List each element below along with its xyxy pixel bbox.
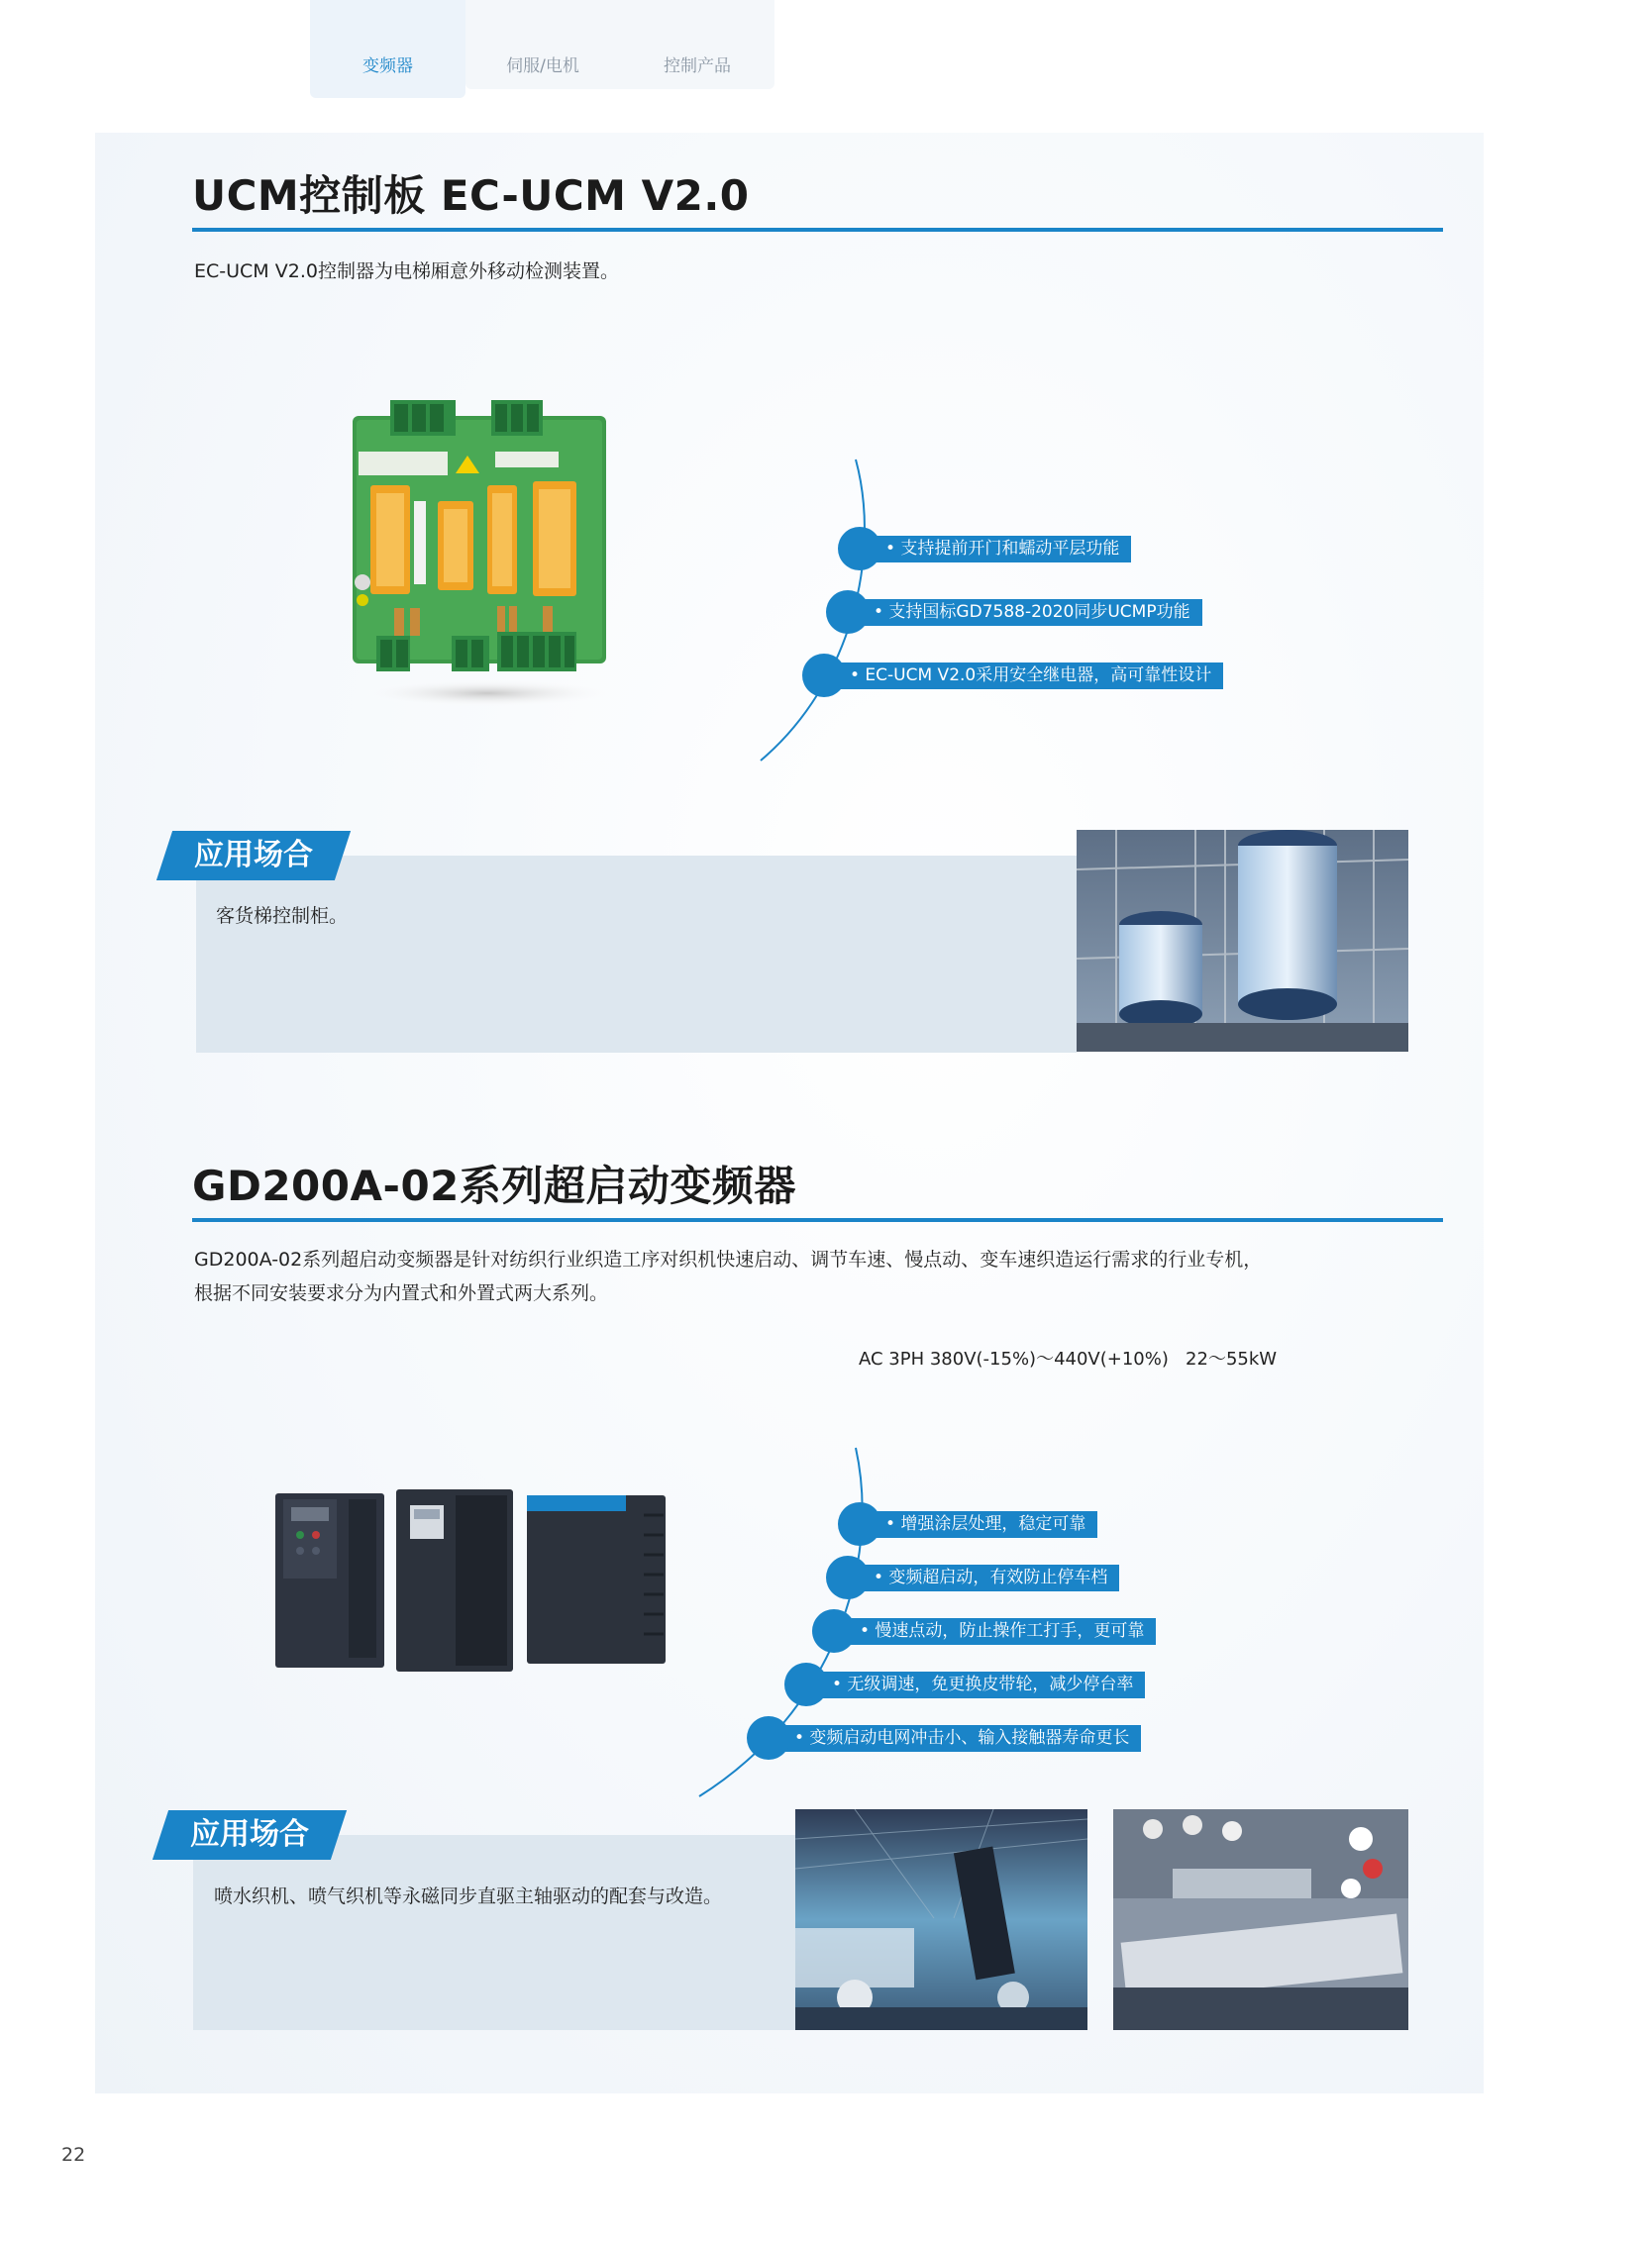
inverter-photo — [267, 1485, 681, 1683]
top-tabs — [310, 0, 774, 98]
feature-dot-icon — [826, 590, 870, 634]
feature-dot-icon — [802, 654, 846, 697]
section1-description: EC-UCM V2.0控制器为电梯厢意外移动检测装置。 — [194, 260, 619, 282]
feature-dot-icon — [838, 527, 881, 570]
elevator-photo — [1077, 830, 1408, 1052]
section1-feature-2: • 支持国标GD7588-2020同步UCMP功能 — [852, 599, 1202, 626]
section1-application-box — [196, 856, 1077, 1053]
loom-photo-2 — [1113, 1809, 1408, 2030]
section1-feature-3: • EC-UCM V2.0采用安全继电器，高可靠性设计 — [828, 662, 1223, 689]
section2-feature-2: • 变频超启动，有效防止停车档 — [852, 1565, 1119, 1591]
section2-rule — [192, 1218, 1443, 1222]
feature-dot-icon — [747, 1716, 790, 1760]
feature-dot-icon — [838, 1502, 881, 1546]
section2-feature-3: • 慢速点动，防止操作工打手，更可靠 — [838, 1618, 1156, 1645]
section2-description-2: 根据不同安装要求分为内置式和外置式两大系列。 — [194, 1282, 609, 1304]
section1-feature-1: • 支持提前开门和蠕动平层功能 — [864, 536, 1131, 562]
section1-rule — [192, 228, 1443, 232]
section2-application-label: 应用场合 — [153, 1810, 347, 1860]
content-sheet — [95, 133, 1484, 2093]
section1-application-label: 应用场合 — [156, 831, 351, 880]
tab-inverter[interactable]: 变频器 — [310, 0, 465, 98]
section2-application-text: 喷水织机、喷气织机等永磁同步直驱主轴驱动的配套与改造。 — [214, 1885, 723, 1907]
feature-dot-icon — [826, 1556, 870, 1599]
section2-title: GD200A-02系列超启动变频器 — [192, 1162, 796, 1210]
feature-dot-icon — [812, 1609, 856, 1653]
feature-dot-icon — [784, 1663, 828, 1706]
section1-application-text: 客货梯控制柜。 — [216, 905, 349, 927]
section2-application-box — [193, 1835, 797, 2030]
tab-servo-motor[interactable]: 伺服/电机 — [506, 56, 579, 76]
section1-title: UCM控制板 EC-UCM V2.0 — [192, 171, 750, 220]
section2-feature-4: • 无级调速，免更换皮带轮，减少停台率 — [810, 1672, 1145, 1698]
section2-spec: AC 3PH 380V(-15%)～440V(+10%) 22～55kW — [859, 1349, 1278, 1370]
tab-control-products[interactable]: 控制产品 — [664, 56, 731, 76]
section2-description-1: GD200A-02系列超启动变频器是针对纺织行业织造工序对织机快速启动、调节车速、慢点动、变车速织造运行需求的行业专机， — [194, 1249, 1263, 1271]
page-number: 22 — [61, 2144, 86, 2166]
section2-feature-1: • 增强涂层处理，稳定可靠 — [864, 1511, 1097, 1538]
ucm-board-photo — [349, 396, 622, 713]
loom-photo-1 — [795, 1809, 1087, 2030]
section2-feature-5: • 变频启动电网冲击小、输入接触器寿命更长 — [773, 1725, 1141, 1752]
